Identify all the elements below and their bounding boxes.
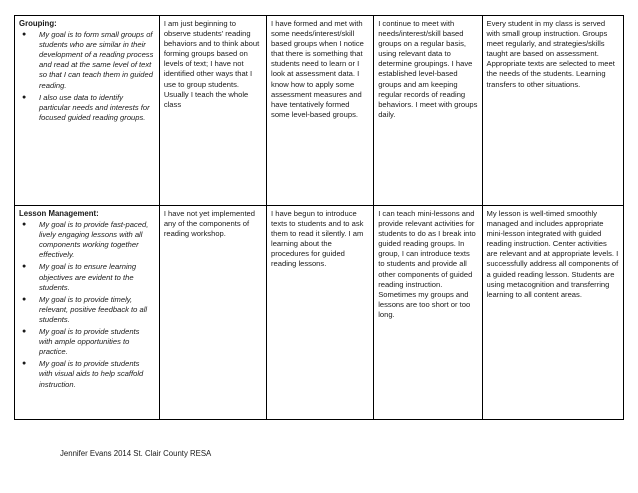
level-cell-1: [159, 16, 266, 206]
level-cell-3: [374, 206, 482, 420]
goal-item: ● My goal is to ensure learning objectives are evident to the students.: [22, 262, 137, 292]
level-description: My lesson is well-timed smoothly managed and includes appropriate mini-lesson integrated with guided reading instruction. Center activities are relevant and at appropriate levels. I successfully address all components of a guided reading lesson. Students are using metacognition and transferring learning to all content areas.: [486, 209, 619, 299]
criterion-heading: Grouping:: [19, 19, 57, 28]
bullet-icon: ●: [22, 221, 27, 229]
footer-credit: Jennifer Evans 2014 St. Clair County RESA: [60, 449, 212, 458]
bullet-icon: ●: [22, 93, 27, 101]
rubric-table: [14, 15, 624, 420]
goal-list: [19, 30, 155, 123]
goal-item: ● My goal is to provide students with visual aids to help scaffold instruction.: [22, 359, 144, 389]
goal-item: ● My goal is to provide fast-paced, lively engaging lessons with all components working together effectively.: [22, 220, 149, 260]
level-description: I continue to meet with needs/interest/skill based groups on a regular basis, using relevant data to determine groupings. I have established level-based groups and am keeping regular records of reading behaviors. I meet with groups daily.: [378, 19, 478, 119]
goal-item: ● I also use data to identify particular needs and interests for focused guided reading groups.: [22, 92, 150, 122]
rubric-row-lesson-management: [15, 206, 624, 420]
level-cell-4: [482, 16, 623, 206]
level-description: I have not yet implemented any of the components of reading workshop.: [163, 209, 256, 239]
bullet-icon: ●: [22, 360, 27, 368]
level-cell-3: [374, 16, 482, 206]
level-description: I can teach mini-lessons and provide relevant activities for students to do as I break into guided reading groups. In group, I can introduce texts to students and provide all other components of guided reading instruction. Sometimes my groups and lessons are too short or too long.: [378, 209, 476, 319]
bullet-icon: ●: [22, 328, 27, 336]
criterion-cell: [15, 206, 160, 420]
level-cell-2: [267, 206, 374, 420]
goal-item: ● My goal is to provide students with ample opportunities to practice.: [22, 327, 140, 357]
bullet-icon: ●: [22, 295, 27, 303]
criterion-heading: Lesson Management:: [19, 209, 99, 218]
goal-item: ● My goal is to provide timely, relevant, positive feedback to all students.: [22, 294, 148, 324]
bullet-icon: ●: [22, 263, 27, 271]
level-cell-2: [267, 16, 374, 206]
bullet-icon: ●: [22, 31, 27, 39]
level-cell-1: [159, 206, 266, 420]
level-description: Every student in my class is served with small group instruction. Groups meet regularly, and strategies/skills taught are based on assessment. Appropriate texts are selected to meet the needs of the students. Learning transfers to other situations.: [486, 19, 615, 89]
level-description: I have formed and met with some needs/interest/skill based groups when I notice that there is something that students need to learn or I look at assessment data. I know how to apply some assessment measures and have tentatively formed some level-based groups.: [271, 19, 364, 119]
level-cell-4: [482, 206, 623, 420]
goal-list: [19, 220, 155, 390]
goal-item: ● My goal is to form small groups of students who are similar in their development of a reading process and read at the same level of text so that I can teach them in guided reading.: [22, 30, 154, 90]
criterion-cell: [15, 16, 160, 206]
level-description: I am just beginning to observe students' reading behaviors and to think about forming groups based on levels of text; I have not identified other ways that I use to group students. Usually I teach the whole class: [163, 19, 260, 109]
rubric-row-grouping: [15, 16, 624, 206]
level-description: I have begun to introduce texts to students and to ask them to read it silently. I am learning about the procedures for guided reading lessons.: [271, 209, 364, 269]
